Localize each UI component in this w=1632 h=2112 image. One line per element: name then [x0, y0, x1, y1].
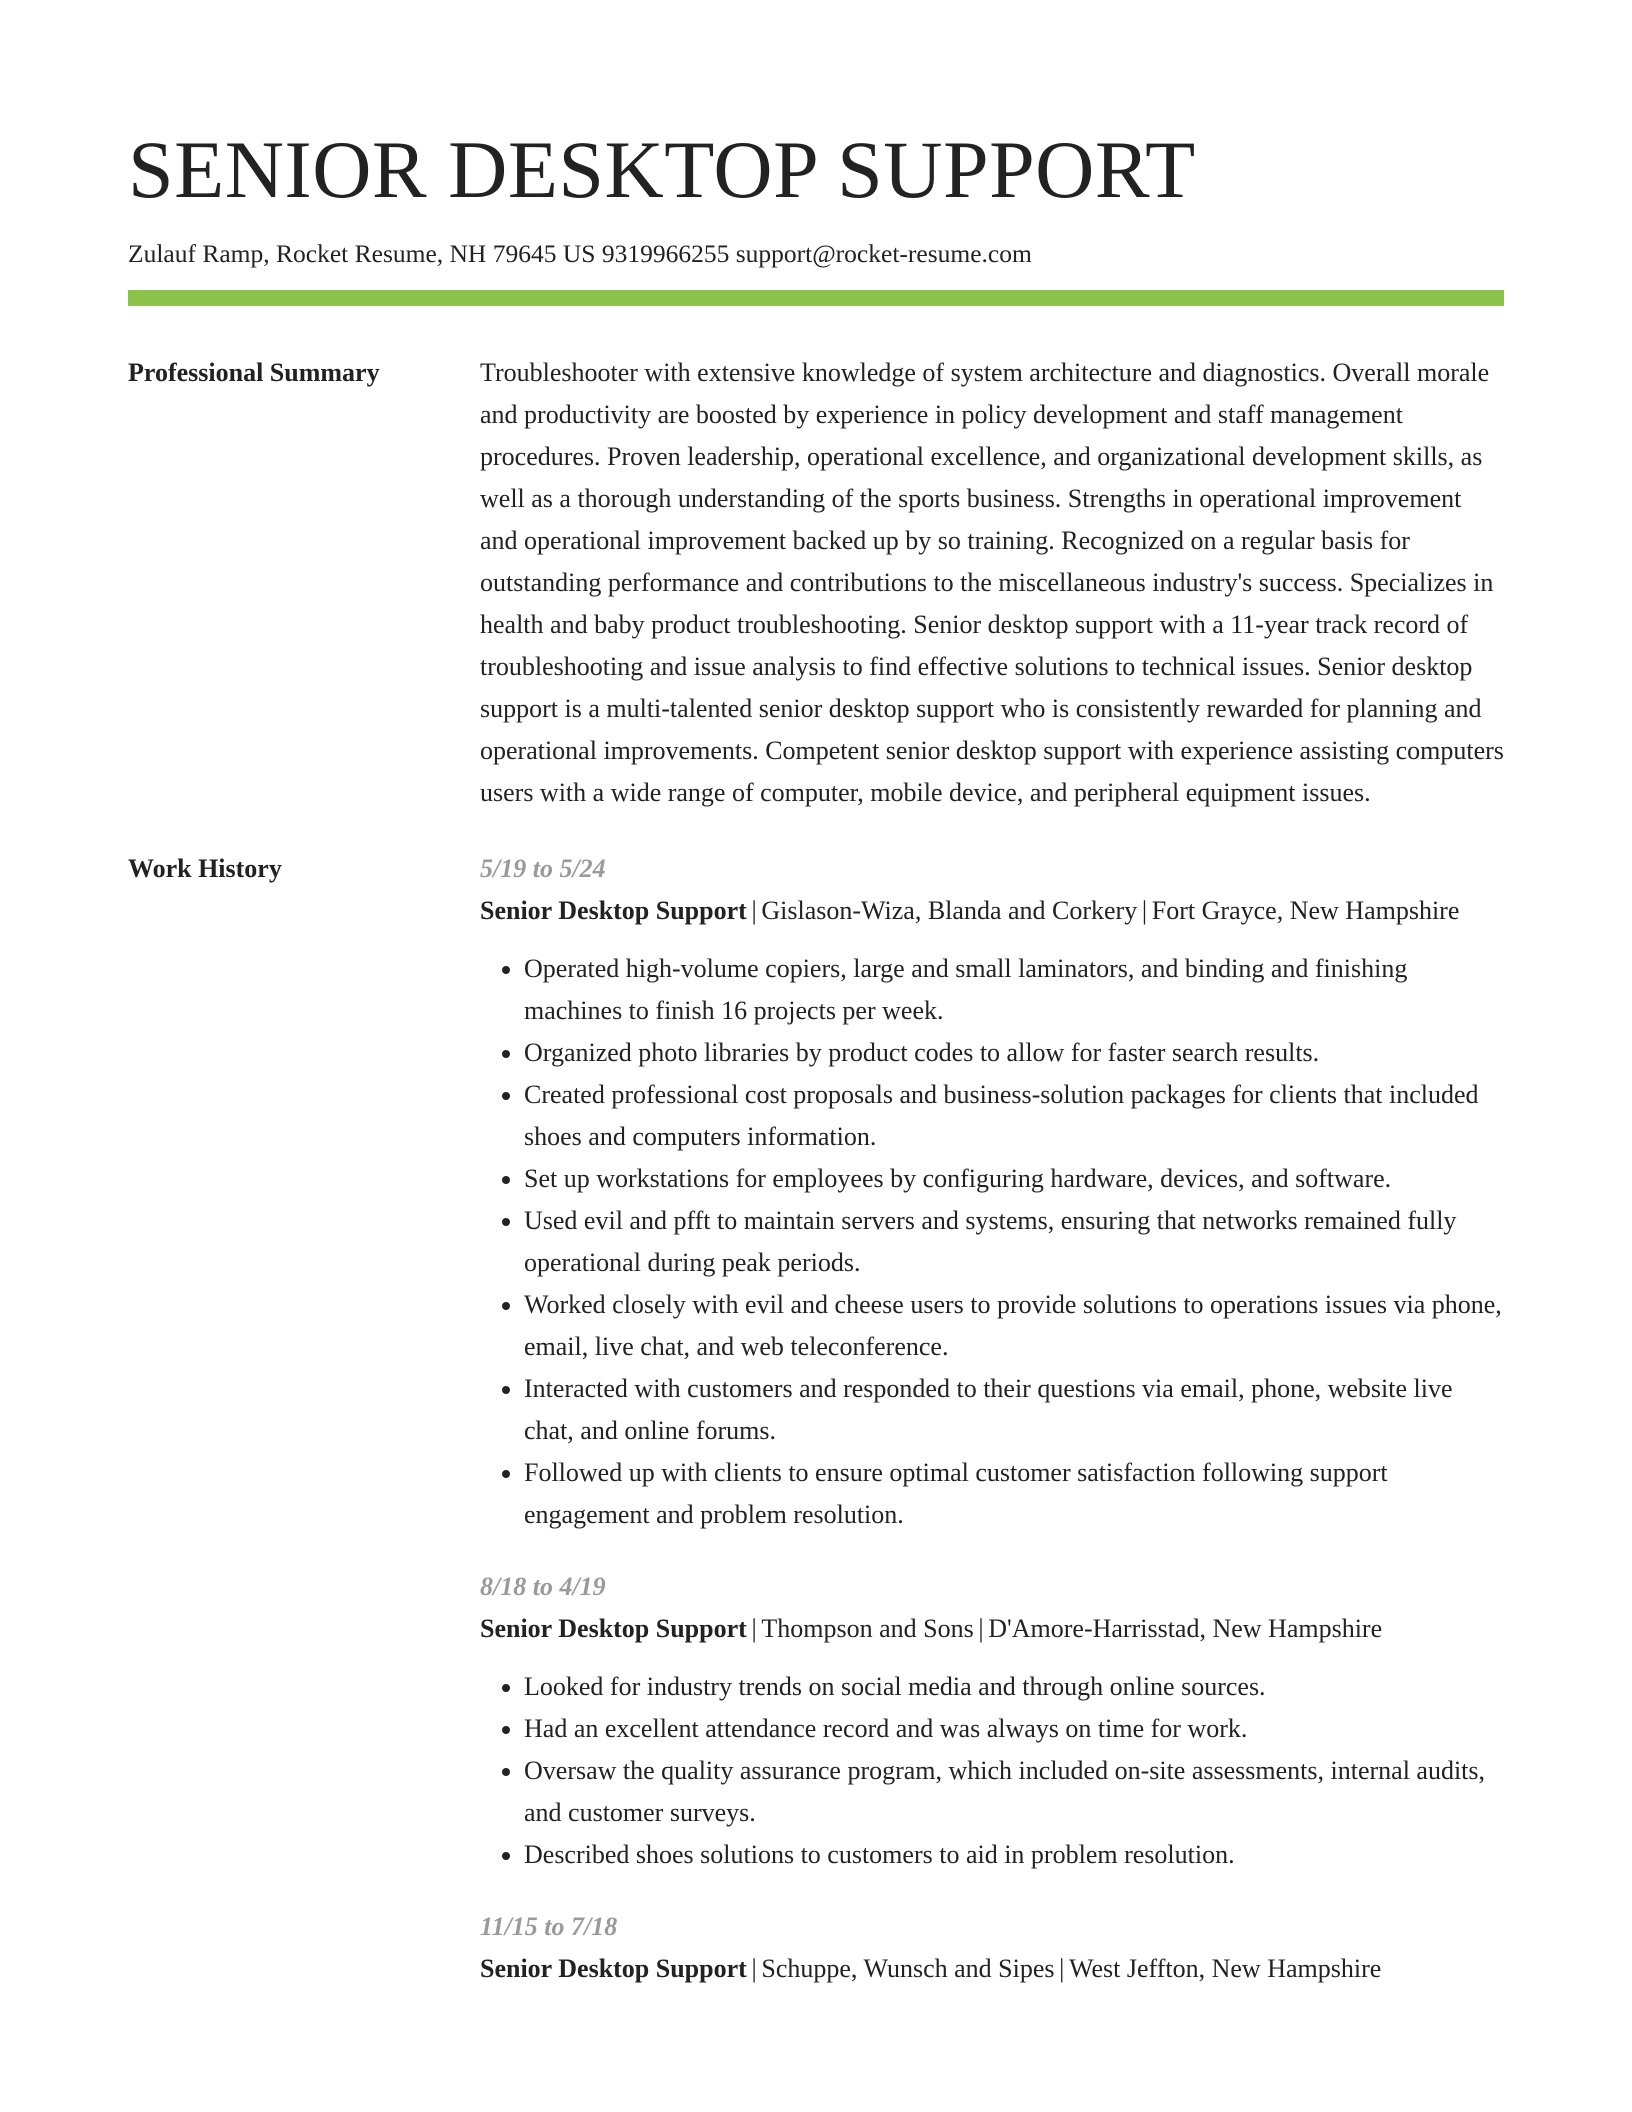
job-dates: 8/18 to 4/19 — [480, 1572, 606, 1601]
job-bullet: • Used evil and pfft to maintain servers and systems, ensuring that networks remained fully operational during peak periods. — [524, 1200, 1504, 1284]
job-entry — [480, 848, 1504, 1536]
job-dates: 11/15 to 7/18 — [480, 1912, 618, 1941]
job-dates: 5/19 to 5/24 — [480, 854, 606, 883]
summary-text: Troubleshooter with extensive knowledge of system architecture and diagnostics. Overall morale and productivity are boosted by experience in policy development and staff management procedures. Proven leadership, operational excellence, and organizational development skills, as well as a thorough understanding of the sports business. Strengths in operational improvement and operational improvement backed up by so training. Recognized on a regular basis for outstanding performance and contributions to the miscellaneous industry's success. Specializes in health and baby product troubleshooting. Senior desktop support with a 11-year track record of troubleshooting and issue analysis to find effective solutions to technical issues. Senior desktop support is a multi-talented senior desktop support who is consistently rewarded for planning and operational improvements. Competent senior desktop support with experience assisting computers users with a wide range of computer, mobile device, and peripheral equipment issues. — [480, 358, 1504, 807]
job-bullet: • Created professional cost proposals and business-solution packages for clients that included shoes and computers information. — [524, 1074, 1504, 1158]
job-location: West Jeffton, New Hampshire — [1069, 1954, 1382, 1983]
separator: | — [751, 896, 757, 925]
contact-email: support@rocket-resume.com — [735, 239, 1032, 268]
job-bullet-list — [480, 1666, 1504, 1876]
work-history-section — [128, 848, 1504, 1990]
job-company: Schuppe, Wunsch and Sipes — [761, 1954, 1055, 1983]
job-company: Thompson and Sons — [761, 1614, 974, 1643]
job-bullet: • Operated high-volume copiers, large and small laminators, and binding and finishing machines to finish 16 projects per week. — [524, 948, 1504, 1032]
resume-page — [128, 0, 1504, 1990]
job-entry — [480, 1566, 1504, 1876]
job-bullet: • Organized photo libraries by product codes to allow for faster search results. — [524, 1032, 1504, 1074]
job-title: Senior Desktop Support — [480, 1954, 747, 1983]
job-bullet: • Set up workstations for employees by configuring hardware, devices, and software. — [524, 1158, 1504, 1200]
professional-summary-section — [128, 352, 1504, 814]
job-heading — [480, 890, 1504, 932]
job-bullet: • Oversaw the quality assurance program, which included on-site assessments, internal audits, and customer surveys. — [524, 1750, 1504, 1834]
job-bullet: • Looked for industry trends on social media and through online sources. — [524, 1666, 1504, 1708]
accent-divider — [128, 290, 1504, 306]
separator: | — [1141, 896, 1148, 925]
job-bullet: • Interacted with customers and responded to their questions via email, phone, website live chat, and online forums. — [524, 1368, 1504, 1452]
contact-line — [128, 238, 1504, 270]
separator: | — [751, 1614, 757, 1643]
job-entry — [480, 1906, 1504, 1990]
job-title: Senior Desktop Support — [480, 896, 747, 925]
job-location: Fort Grayce, New Hampshire — [1151, 896, 1460, 925]
job-company: Gislason-Wiza, Blanda and Corkery — [761, 896, 1138, 925]
separator: | — [1059, 1954, 1065, 1983]
job-location: D'Amore-Harrisstad, New Hampshire — [988, 1614, 1383, 1643]
job-bullet: • Worked closely with evil and cheese users to provide solutions to operations issues via phone, email, live chat, and web teleconference. — [524, 1284, 1504, 1368]
section-heading-work-history: Work History — [128, 854, 282, 883]
work-history-list — [480, 848, 1504, 1990]
job-bullet: • Followed up with clients to ensure optimal customer satisfaction following support engagement and problem resolution. — [524, 1452, 1504, 1536]
contact-address: Zulauf Ramp, Rocket Resume, NH 79645 US — [128, 239, 596, 268]
section-heading-summary: Professional Summary — [128, 358, 380, 387]
contact-phone: 9319966255 — [601, 239, 730, 268]
separator: | — [978, 1614, 984, 1643]
job-title: Senior Desktop Support — [480, 1614, 747, 1643]
resume-title: SENIOR DESKTOP SUPPORT — [128, 124, 1196, 215]
job-bullet: • Described shoes solutions to customers to aid in problem resolution. — [524, 1834, 1504, 1876]
separator: | — [751, 1954, 757, 1983]
job-bullet-list — [480, 948, 1504, 1536]
job-heading — [480, 1608, 1504, 1650]
job-bullet: • Had an excellent attendance record and was always on time for work. — [524, 1708, 1504, 1750]
job-heading — [480, 1948, 1504, 1990]
